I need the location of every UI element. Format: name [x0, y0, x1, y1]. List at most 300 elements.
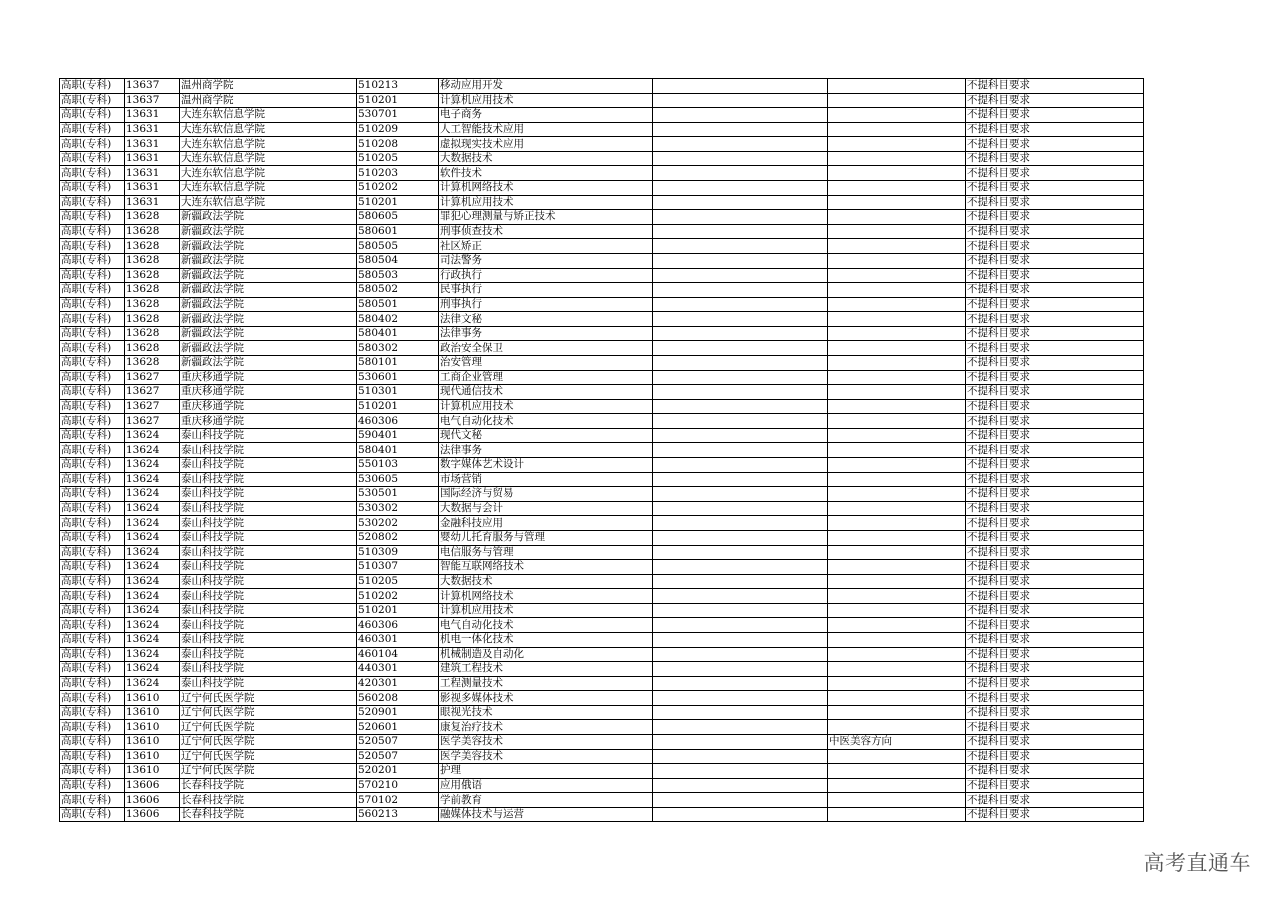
cell-school-code: 13631 [125, 195, 180, 210]
table-row [60, 676, 1144, 691]
table-row [60, 487, 1144, 502]
cell-note [828, 618, 966, 633]
cell-blank1 [653, 632, 828, 647]
cell-school-code: 13628 [125, 283, 180, 298]
cell-blank1 [653, 239, 828, 254]
cell-major-code: 460104 [357, 647, 439, 662]
cell-major-code: 580101 [357, 355, 439, 370]
cell-major-code: 520201 [357, 764, 439, 779]
cell-requirement: 不提科目要求 [966, 618, 1144, 633]
cell-school-code: 13610 [125, 691, 180, 706]
table-row [60, 166, 1144, 181]
cell-school-code: 13627 [125, 385, 180, 400]
cell-blank1 [653, 385, 828, 400]
cell-major-name: 行政执行 [439, 268, 653, 283]
cell-requirement: 不提科目要求 [966, 560, 1144, 575]
cell-major-code: 520901 [357, 705, 439, 720]
cell-blank1 [653, 676, 828, 691]
table-row [60, 268, 1144, 283]
cell-major-code: 580401 [357, 443, 439, 458]
cell-level: 高职(专科) [60, 472, 125, 487]
cell-blank1 [653, 691, 828, 706]
cell-school-code: 13624 [125, 545, 180, 560]
cell-note [828, 341, 966, 356]
cell-note [828, 210, 966, 225]
cell-blank1 [653, 108, 828, 123]
cell-school-name: 泰山科技学院 [180, 560, 357, 575]
cell-major-code: 510309 [357, 545, 439, 560]
cell-school-code: 13637 [125, 93, 180, 108]
cell-requirement: 不提科目要求 [966, 355, 1144, 370]
cell-requirement: 不提科目要求 [966, 691, 1144, 706]
cell-school-code: 13631 [125, 151, 180, 166]
cell-major-code: 580505 [357, 239, 439, 254]
cell-school-name: 长春科技学院 [180, 807, 357, 822]
cell-school-name: 大连东软信息学院 [180, 122, 357, 137]
cell-school-code: 13624 [125, 603, 180, 618]
table-row [60, 210, 1144, 225]
cell-note [828, 195, 966, 210]
cell-note [828, 166, 966, 181]
major-requirements-table [59, 78, 1144, 822]
table-row [60, 705, 1144, 720]
cell-school-name: 泰山科技学院 [180, 662, 357, 677]
cell-school-code: 13624 [125, 618, 180, 633]
cell-major-code: 580401 [357, 326, 439, 341]
cell-note [828, 385, 966, 400]
cell-major-code: 580402 [357, 312, 439, 327]
cell-school-code: 13624 [125, 676, 180, 691]
cell-level: 高职(专科) [60, 647, 125, 662]
cell-level: 高职(专科) [60, 137, 125, 152]
cell-requirement: 不提科目要求 [966, 589, 1144, 604]
cell-requirement: 不提科目要求 [966, 764, 1144, 779]
cell-school-code: 13624 [125, 662, 180, 677]
table-row [60, 283, 1144, 298]
cell-major-name: 融媒体技术与运营 [439, 807, 653, 822]
cell-school-code: 13628 [125, 268, 180, 283]
cell-major-code: 530701 [357, 108, 439, 123]
cell-major-name: 机电一体化技术 [439, 632, 653, 647]
cell-major-name: 机械制造及自动化 [439, 647, 653, 662]
cell-school-name: 泰山科技学院 [180, 458, 357, 473]
cell-requirement: 不提科目要求 [966, 516, 1144, 531]
cell-school-code: 13631 [125, 166, 180, 181]
table-row [60, 151, 1144, 166]
cell-school-code: 13624 [125, 530, 180, 545]
cell-requirement: 不提科目要求 [966, 268, 1144, 283]
cell-major-name: 大数据技术 [439, 151, 653, 166]
cell-requirement: 不提科目要求 [966, 297, 1144, 312]
cell-blank1 [653, 487, 828, 502]
cell-major-name: 计算机应用技术 [439, 195, 653, 210]
cell-major-code: 510203 [357, 166, 439, 181]
cell-school-code: 13624 [125, 458, 180, 473]
cell-major-code: 530202 [357, 516, 439, 531]
cell-school-name: 长春科技学院 [180, 778, 357, 793]
cell-blank1 [653, 370, 828, 385]
cell-requirement: 不提科目要求 [966, 749, 1144, 764]
cell-requirement: 不提科目要求 [966, 487, 1144, 502]
cell-level: 高职(专科) [60, 793, 125, 808]
cell-requirement: 不提科目要求 [966, 195, 1144, 210]
cell-note [828, 764, 966, 779]
cell-level: 高职(专科) [60, 355, 125, 370]
cell-note [828, 108, 966, 123]
cell-school-name: 新疆政法学院 [180, 326, 357, 341]
cell-blank1 [653, 778, 828, 793]
cell-requirement: 不提科目要求 [966, 166, 1144, 181]
cell-requirement: 不提科目要求 [966, 181, 1144, 196]
cell-requirement: 不提科目要求 [966, 735, 1144, 750]
cell-school-code: 13624 [125, 647, 180, 662]
cell-requirement: 不提科目要求 [966, 501, 1144, 516]
cell-level: 高职(专科) [60, 603, 125, 618]
cell-note [828, 749, 966, 764]
cell-level: 高职(专科) [60, 589, 125, 604]
cell-blank1 [653, 472, 828, 487]
cell-school-name: 辽宁何氏医学院 [180, 691, 357, 706]
cell-major-name: 康复治疗技术 [439, 720, 653, 735]
cell-level: 高职(专科) [60, 618, 125, 633]
cell-blank1 [653, 355, 828, 370]
cell-school-name: 泰山科技学院 [180, 618, 357, 633]
cell-requirement: 不提科目要求 [966, 414, 1144, 429]
cell-note [828, 560, 966, 575]
cell-blank1 [653, 93, 828, 108]
cell-requirement: 不提科目要求 [966, 545, 1144, 560]
table-row [60, 414, 1144, 429]
cell-major-code: 510208 [357, 137, 439, 152]
cell-note [828, 691, 966, 706]
cell-level: 高职(专科) [60, 108, 125, 123]
cell-level: 高职(专科) [60, 487, 125, 502]
cell-school-code: 13628 [125, 239, 180, 254]
cell-major-name: 电信服务与管理 [439, 545, 653, 560]
cell-requirement: 不提科目要求 [966, 137, 1144, 152]
cell-major-code: 520507 [357, 749, 439, 764]
cell-school-name: 大连东软信息学院 [180, 151, 357, 166]
cell-major-name: 计算机网络技术 [439, 589, 653, 604]
cell-level: 高职(专科) [60, 341, 125, 356]
cell-major-name: 应用俄语 [439, 778, 653, 793]
table-row [60, 399, 1144, 414]
cell-note [828, 458, 966, 473]
cell-level: 高职(专科) [60, 122, 125, 137]
cell-school-code: 13628 [125, 312, 180, 327]
table-row [60, 589, 1144, 604]
cell-requirement: 不提科目要求 [966, 574, 1144, 589]
cell-school-code: 13637 [125, 79, 180, 94]
cell-requirement: 不提科目要求 [966, 428, 1144, 443]
cell-school-name: 泰山科技学院 [180, 487, 357, 502]
cell-blank1 [653, 793, 828, 808]
cell-requirement: 不提科目要求 [966, 385, 1144, 400]
cell-major-name: 电气自动化技术 [439, 618, 653, 633]
table-row [60, 79, 1144, 94]
cell-requirement: 不提科目要求 [966, 720, 1144, 735]
cell-school-name: 辽宁何氏医学院 [180, 749, 357, 764]
cell-blank1 [653, 399, 828, 414]
table-row [60, 472, 1144, 487]
cell-school-code: 13606 [125, 807, 180, 822]
table-row [60, 385, 1144, 400]
cell-school-name: 大连东软信息学院 [180, 195, 357, 210]
cell-school-name: 新疆政法学院 [180, 268, 357, 283]
cell-school-code: 13628 [125, 297, 180, 312]
cell-blank1 [653, 662, 828, 677]
cell-requirement: 不提科目要求 [966, 326, 1144, 341]
cell-blank1 [653, 589, 828, 604]
cell-major-name: 计算机应用技术 [439, 399, 653, 414]
cell-level: 高职(专科) [60, 560, 125, 575]
cell-requirement: 不提科目要求 [966, 93, 1144, 108]
cell-major-code: 510201 [357, 399, 439, 414]
cell-blank1 [653, 720, 828, 735]
cell-major-name: 国际经济与贸易 [439, 487, 653, 502]
cell-school-code: 13606 [125, 793, 180, 808]
table-row [60, 122, 1144, 137]
cell-note [828, 793, 966, 808]
cell-blank1 [653, 137, 828, 152]
cell-school-name: 泰山科技学院 [180, 632, 357, 647]
cell-note [828, 137, 966, 152]
cell-school-name: 新疆政法学院 [180, 355, 357, 370]
cell-major-name: 现代文秘 [439, 428, 653, 443]
cell-school-code: 13628 [125, 341, 180, 356]
table-row [60, 370, 1144, 385]
cell-major-code: 530501 [357, 487, 439, 502]
cell-major-code: 420301 [357, 676, 439, 691]
cell-major-code: 560213 [357, 807, 439, 822]
table-row [60, 720, 1144, 735]
cell-level: 高职(专科) [60, 195, 125, 210]
table-row [60, 239, 1144, 254]
table-row [60, 195, 1144, 210]
cell-major-name: 建筑工程技术 [439, 662, 653, 677]
cell-school-code: 13628 [125, 253, 180, 268]
cell-school-name: 重庆移通学院 [180, 399, 357, 414]
cell-level: 高职(专科) [60, 224, 125, 239]
table-row [60, 516, 1144, 531]
cell-note [828, 516, 966, 531]
cell-school-code: 13624 [125, 443, 180, 458]
cell-blank1 [653, 122, 828, 137]
cell-blank1 [653, 283, 828, 298]
cell-requirement: 不提科目要求 [966, 443, 1144, 458]
cell-level: 高职(专科) [60, 749, 125, 764]
cell-major-name: 市场营销 [439, 472, 653, 487]
table-row [60, 501, 1144, 516]
cell-school-name: 重庆移通学院 [180, 385, 357, 400]
cell-major-name: 社区矫正 [439, 239, 653, 254]
cell-note [828, 239, 966, 254]
cell-school-name: 泰山科技学院 [180, 676, 357, 691]
cell-blank1 [653, 268, 828, 283]
cell-major-name: 金融科技应用 [439, 516, 653, 531]
cell-blank1 [653, 79, 828, 94]
table-row [60, 662, 1144, 677]
cell-school-name: 新疆政法学院 [180, 312, 357, 327]
cell-major-name: 法律事务 [439, 443, 653, 458]
cell-school-name: 新疆政法学院 [180, 239, 357, 254]
cell-school-name: 泰山科技学院 [180, 516, 357, 531]
cell-requirement: 不提科目要求 [966, 705, 1144, 720]
cell-school-name: 辽宁何氏医学院 [180, 720, 357, 735]
cell-note [828, 253, 966, 268]
cell-major-name: 民事执行 [439, 283, 653, 298]
table-row [60, 807, 1144, 822]
cell-school-code: 13624 [125, 516, 180, 531]
cell-school-name: 大连东软信息学院 [180, 137, 357, 152]
cell-blank1 [653, 618, 828, 633]
cell-major-name: 影视多媒体技术 [439, 691, 653, 706]
cell-requirement: 不提科目要求 [966, 224, 1144, 239]
cell-school-code: 13610 [125, 705, 180, 720]
cell-major-name: 医学美容技术 [439, 749, 653, 764]
cell-school-code: 13624 [125, 574, 180, 589]
cell-level: 高职(专科) [60, 778, 125, 793]
cell-requirement: 不提科目要求 [966, 370, 1144, 385]
cell-school-name: 温州商学院 [180, 79, 357, 94]
cell-major-name: 罪犯心理测量与矫正技术 [439, 210, 653, 225]
table-row [60, 428, 1144, 443]
table-row [60, 355, 1144, 370]
cell-note [828, 807, 966, 822]
cell-level: 高职(专科) [60, 720, 125, 735]
table-row [60, 632, 1144, 647]
table-row [60, 297, 1144, 312]
cell-major-code: 440301 [357, 662, 439, 677]
cell-major-name: 政治安全保卫 [439, 341, 653, 356]
cell-requirement: 不提科目要求 [966, 312, 1144, 327]
cell-note [828, 122, 966, 137]
cell-blank1 [653, 530, 828, 545]
cell-level: 高职(专科) [60, 735, 125, 750]
cell-major-name: 电子商务 [439, 108, 653, 123]
cell-school-code: 13631 [125, 108, 180, 123]
cell-school-name: 辽宁何氏医学院 [180, 764, 357, 779]
cell-major-name: 护理 [439, 764, 653, 779]
cell-major-code: 580504 [357, 253, 439, 268]
cell-level: 高职(专科) [60, 458, 125, 473]
cell-requirement: 不提科目要求 [966, 458, 1144, 473]
cell-blank1 [653, 443, 828, 458]
cell-school-name: 温州商学院 [180, 93, 357, 108]
cell-major-code: 460306 [357, 618, 439, 633]
cell-major-code: 460301 [357, 632, 439, 647]
cell-school-name: 新疆政法学院 [180, 297, 357, 312]
table-row [60, 603, 1144, 618]
cell-blank1 [653, 166, 828, 181]
cell-major-name: 司法警务 [439, 253, 653, 268]
cell-blank1 [653, 603, 828, 618]
cell-blank1 [653, 341, 828, 356]
cell-blank1 [653, 516, 828, 531]
cell-level: 高职(专科) [60, 210, 125, 225]
cell-blank1 [653, 458, 828, 473]
cell-major-name: 大数据技术 [439, 574, 653, 589]
table-row [60, 137, 1144, 152]
cell-blank1 [653, 647, 828, 662]
cell-note [828, 778, 966, 793]
cell-major-code: 560208 [357, 691, 439, 706]
cell-major-code: 520802 [357, 530, 439, 545]
cell-level: 高职(专科) [60, 414, 125, 429]
cell-requirement: 不提科目要求 [966, 676, 1144, 691]
cell-major-name: 学前教育 [439, 793, 653, 808]
cell-major-name: 虚拟现实技术应用 [439, 137, 653, 152]
cell-note [828, 632, 966, 647]
cell-school-code: 13624 [125, 487, 180, 502]
cell-note [828, 428, 966, 443]
cell-school-name: 大连东软信息学院 [180, 166, 357, 181]
cell-school-name: 泰山科技学院 [180, 647, 357, 662]
cell-level: 高职(专科) [60, 385, 125, 400]
table-row [60, 530, 1144, 545]
cell-blank1 [653, 210, 828, 225]
cell-requirement: 不提科目要求 [966, 151, 1144, 166]
cell-note [828, 268, 966, 283]
cell-level: 高职(专科) [60, 283, 125, 298]
cell-blank1 [653, 501, 828, 516]
cell-blank1 [653, 764, 828, 779]
cell-school-name: 辽宁何氏医学院 [180, 705, 357, 720]
cell-requirement: 不提科目要求 [966, 210, 1144, 225]
cell-level: 高职(专科) [60, 443, 125, 458]
cell-school-code: 13628 [125, 326, 180, 341]
cell-note [828, 443, 966, 458]
table-row [60, 224, 1144, 239]
cell-school-code: 13628 [125, 224, 180, 239]
cell-blank1 [653, 181, 828, 196]
cell-school-code: 13610 [125, 735, 180, 750]
cell-level: 高职(专科) [60, 632, 125, 647]
cell-school-name: 泰山科技学院 [180, 428, 357, 443]
cell-major-code: 530605 [357, 472, 439, 487]
cell-major-name: 法律文秘 [439, 312, 653, 327]
table-row [60, 312, 1144, 327]
cell-major-code: 580502 [357, 283, 439, 298]
cell-level: 高职(专科) [60, 399, 125, 414]
cell-level: 高职(专科) [60, 297, 125, 312]
cell-blank1 [653, 253, 828, 268]
cell-note [828, 312, 966, 327]
cell-level: 高职(专科) [60, 705, 125, 720]
cell-major-code: 580503 [357, 268, 439, 283]
cell-note [828, 181, 966, 196]
cell-school-name: 泰山科技学院 [180, 443, 357, 458]
cell-school-code: 13624 [125, 501, 180, 516]
table-row [60, 545, 1144, 560]
cell-major-name: 现代通信技术 [439, 385, 653, 400]
cell-note [828, 530, 966, 545]
cell-school-code: 13627 [125, 399, 180, 414]
cell-note [828, 472, 966, 487]
cell-note [828, 603, 966, 618]
cell-school-name: 泰山科技学院 [180, 589, 357, 604]
cell-requirement: 不提科目要求 [966, 122, 1144, 137]
cell-blank1 [653, 807, 828, 822]
cell-requirement: 不提科目要求 [966, 662, 1144, 677]
cell-major-name: 智能互联网络技术 [439, 560, 653, 575]
cell-requirement: 不提科目要求 [966, 647, 1144, 662]
table-row [60, 253, 1144, 268]
cell-school-name: 重庆移通学院 [180, 370, 357, 385]
cell-blank1 [653, 749, 828, 764]
cell-requirement: 不提科目要求 [966, 793, 1144, 808]
cell-major-name: 移动应用开发 [439, 79, 653, 94]
